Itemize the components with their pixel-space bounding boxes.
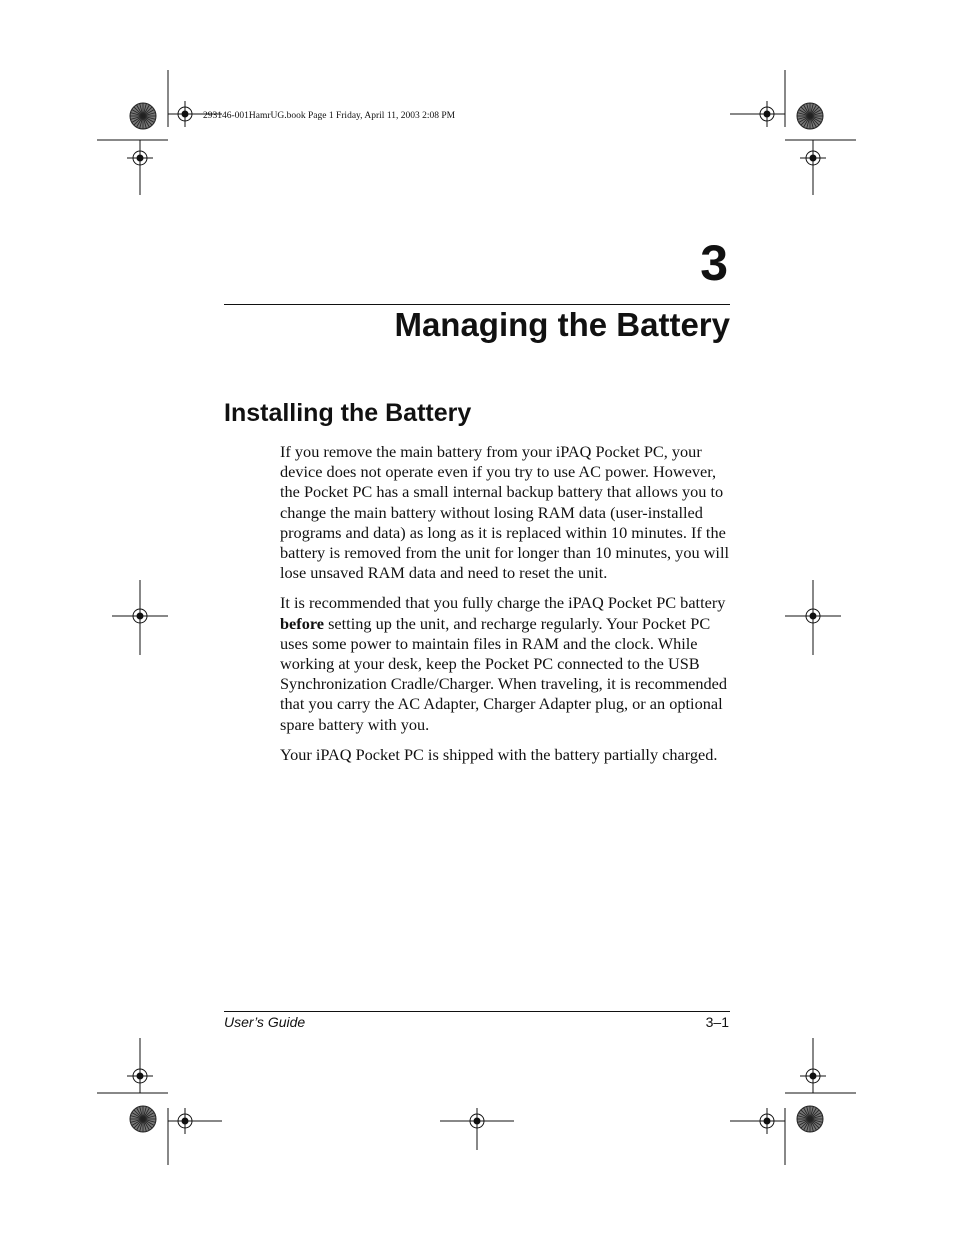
paragraph-3: Your iPAQ Pocket PC is shipped with the battery partially charged. [280, 744, 718, 764]
star-target-mark [130, 1106, 156, 1132]
footer-rule [224, 1011, 730, 1012]
body-text [280, 442, 732, 775]
registration-mark [800, 603, 826, 629]
registration-mark [127, 1063, 153, 1089]
registration-mark [172, 101, 198, 127]
registration-mark [172, 1108, 198, 1134]
paragraph-1: If you remove the main battery from your iPAQ Pocket PC, your device does not operate even if you try to use AC power. However, the Pocket PC has a small internal backup battery that allows you to change the main battery without losing RAM data (user-installed programs and data) as long as it is replaced within 10 minutes. If the battery is removed from the unit for longer than 10 minutes, you will lose unsaved RAM data and need to reset the unit. [280, 442, 729, 583]
chapter-title: Managing the Battery [394, 306, 730, 343]
footer-title: User’s Guide [224, 1014, 306, 1030]
paragraph-2-end: setting up the unit, and recharge regularly. Your Pocket PC uses some power to maintain files in RAM and the clock. While working at your desk, keep the Pocket PC connected to the USB Synchronization Cradle/Charger. When traveling, it is recommended that you carry the AC Adapter, Charger Adapter plug, or an optional spare battery with you. [280, 613, 728, 734]
registration-mark [800, 1063, 826, 1089]
print-slug: 293146-001HamrUG.book Page 1 Friday, April 11, 2003 2:08 PM [203, 111, 456, 121]
registration-mark [754, 1108, 780, 1134]
registration-mark [754, 101, 780, 127]
registration-mark [464, 1108, 490, 1134]
star-target-mark [130, 103, 156, 129]
registration-mark [127, 603, 153, 629]
section-heading: Installing the Battery [224, 399, 472, 427]
paragraph-2-start: It is recommended that you fully charge the iPAQ Pocket PC battery [280, 593, 726, 613]
registration-mark [127, 145, 153, 171]
registration-mark [800, 145, 826, 171]
star-target-mark [797, 1106, 823, 1132]
paragraph-2-bold: before [280, 613, 325, 633]
chapter-number: 3 [700, 235, 728, 291]
star-target-mark [797, 103, 823, 129]
paragraph-2 [280, 593, 732, 734]
page-number: 3–1 [705, 1014, 729, 1030]
